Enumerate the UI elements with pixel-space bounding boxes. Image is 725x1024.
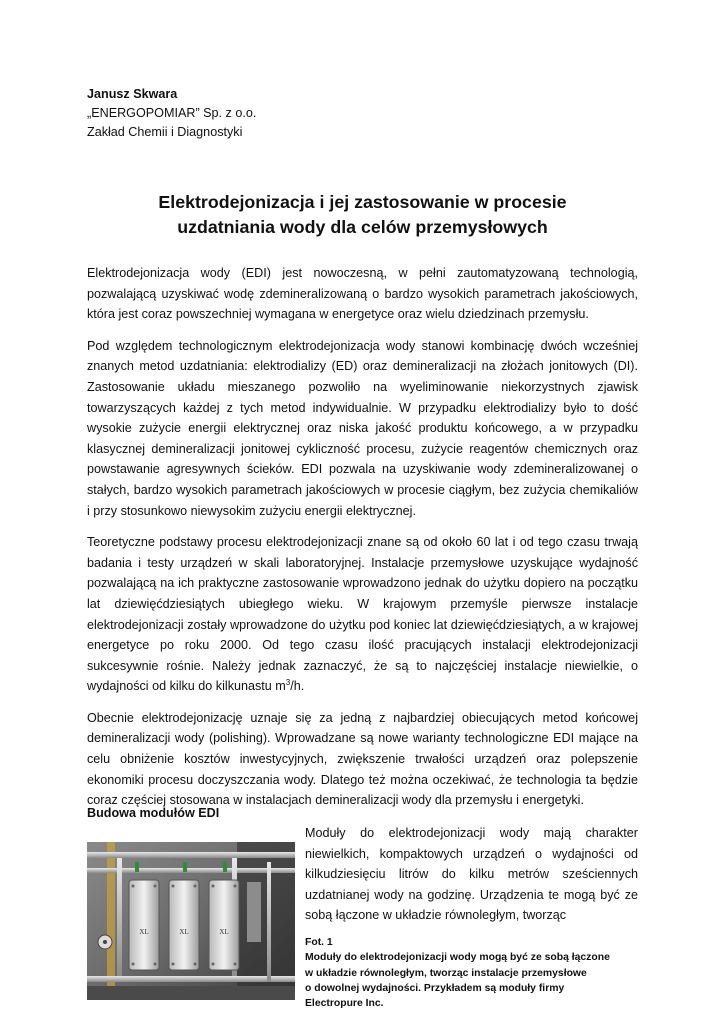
section-heading: Budowa modułów EDI	[87, 806, 220, 820]
module-label-1: XL	[139, 928, 149, 936]
edi-modules-photo	[87, 842, 295, 1000]
paragraph-4: Obecnie elektrodejonizację uznaje się za jedną z najbardziej obiecujących metod końcowej demineralizacji wody (polishing). Wprowadzane są nowe warianty technologiczne EDI mające na celu obniżenie kosztów inwestycyjnych, zwiększenie trwałości urządzeń oraz polepszenie ekonomiki procesu doczyszczania wody. Dlatego też można oczekiwać, że technologia ta będzie coraz częściej stosowana w instalacjach demineralizacji wody dla przemysłu i energetyki.	[87, 710, 638, 808]
module-label-3: XL	[219, 928, 229, 936]
caption-line-2: w układzie równoległym, tworząc instalacje przemysłowe	[305, 967, 587, 979]
author-department: Zakład Chemii i Diagnostyki	[87, 125, 243, 139]
paragraph-3-text: Teoretyczne podstawy procesu elektrodejonizacji znane są od około 60 lat i od tego czasu trwają badania i testy urządzeń w skali laboratoryjnej. Instalacje przemysłowe uzyskujące wydajność pozwalającą na ich praktyczne zastosowanie wprowadzono jednak do użytku dopiero na początku lat dziewięćdziesiątych ubiegłego wieku. W krajowym przemyśle pierwsze instalacje elektrodejonizacji zostały wprowadzone do użytku pod koniec lat dziewięćdziesiątych, a w krajowej energetyce po roku 2000. Od tego czasu ilość pracujących instalacji elektrodejonizacji sukcesywnie rośnie. Należy jednak zaznaczyć, że są to najczęściej instalacje niewielkie, o wydajności od kilku do kilkunastu m	[87, 535, 638, 694]
body-text	[87, 263, 638, 822]
caption-line-3: o dowolnej wydajności. Przykładem są moduły firmy	[305, 982, 565, 994]
caption-label: Fot. 1	[305, 937, 333, 948]
module-label-2: XL	[179, 928, 189, 936]
author-block	[87, 85, 256, 142]
document-title	[87, 190, 638, 240]
paragraph-3	[87, 532, 638, 697]
paragraph-1: Elektrodejonizacja wody (EDI) jest nowoczesną, w pełni zautomatyzowaną technologią, pozwalającą uzyskiwać wodę zdemineralizowaną o bardzo wysokich parametrach jakościowych, która jest coraz powszechniej wymagana w energetyce oraz wielu dziedzinach przemysłu.	[87, 266, 638, 322]
title-line-2: uzdatniania wody dla celów przemysłowych	[177, 217, 548, 237]
side-text: Moduły do elektrodejonizacji wody mają charakter niewielkich, kompaktowych urządzeń o wydajności od kilkudziesięciu litrów do kilku metrów sześciennych uzdatnianej wody na godzinę. Urządzenia te mogą być ze sobą łączone w układzie równoległym, tworząc	[305, 826, 638, 923]
title-line-1: Elektrodejonizacja i jej zastosowanie w procesie	[158, 192, 567, 212]
caption-line-1: Moduły do elektrodejonizacji wody mogą być ze sobą łączone	[305, 952, 610, 964]
author-name: Janusz Skwara	[87, 87, 178, 101]
paragraph-3-end: /h.	[290, 679, 305, 694]
paragraph-2: Pod względem technologicznym elektrodejonizacja wody stanowi kombinację dwóch wcześniej znanych metod uzdatniania: elektrodializy (ED) oraz demineralizacji na złożach jonitowych (DI). Zastosowanie układu mieszanego pozwoliło na wyeliminowanie niekorzystnych zjawisk towarzyszących każdej z tych metod indywidualnie. W przypadku elektrodializy było to dość wysokie zużycie energii elektrycznej oraz niska jakość produktu końcowego, a w przypadku klasycznej demineralizacji jonitowej cykliczność procesu, zużycie reagentów chemicznych oraz powstawanie agresywnych ścieków. EDI pozwala na uzyskiwanie wody zdemineralizowanej o stałych, bardzo wysokich parametrach jakościowych w procesie ciągłym, bez zużycia chemikaliów i przy stosunkowo niewysokim zużyciu energii elektrycznej.	[87, 338, 638, 518]
caption-line-4: Electropure Inc.	[305, 998, 384, 1010]
photo-caption	[305, 935, 645, 1011]
superscript-3: 3	[285, 678, 291, 688]
author-company: „ENERGOPOMIAR” Sp. z o.o.	[87, 106, 257, 120]
photo-illustration	[87, 842, 295, 1000]
